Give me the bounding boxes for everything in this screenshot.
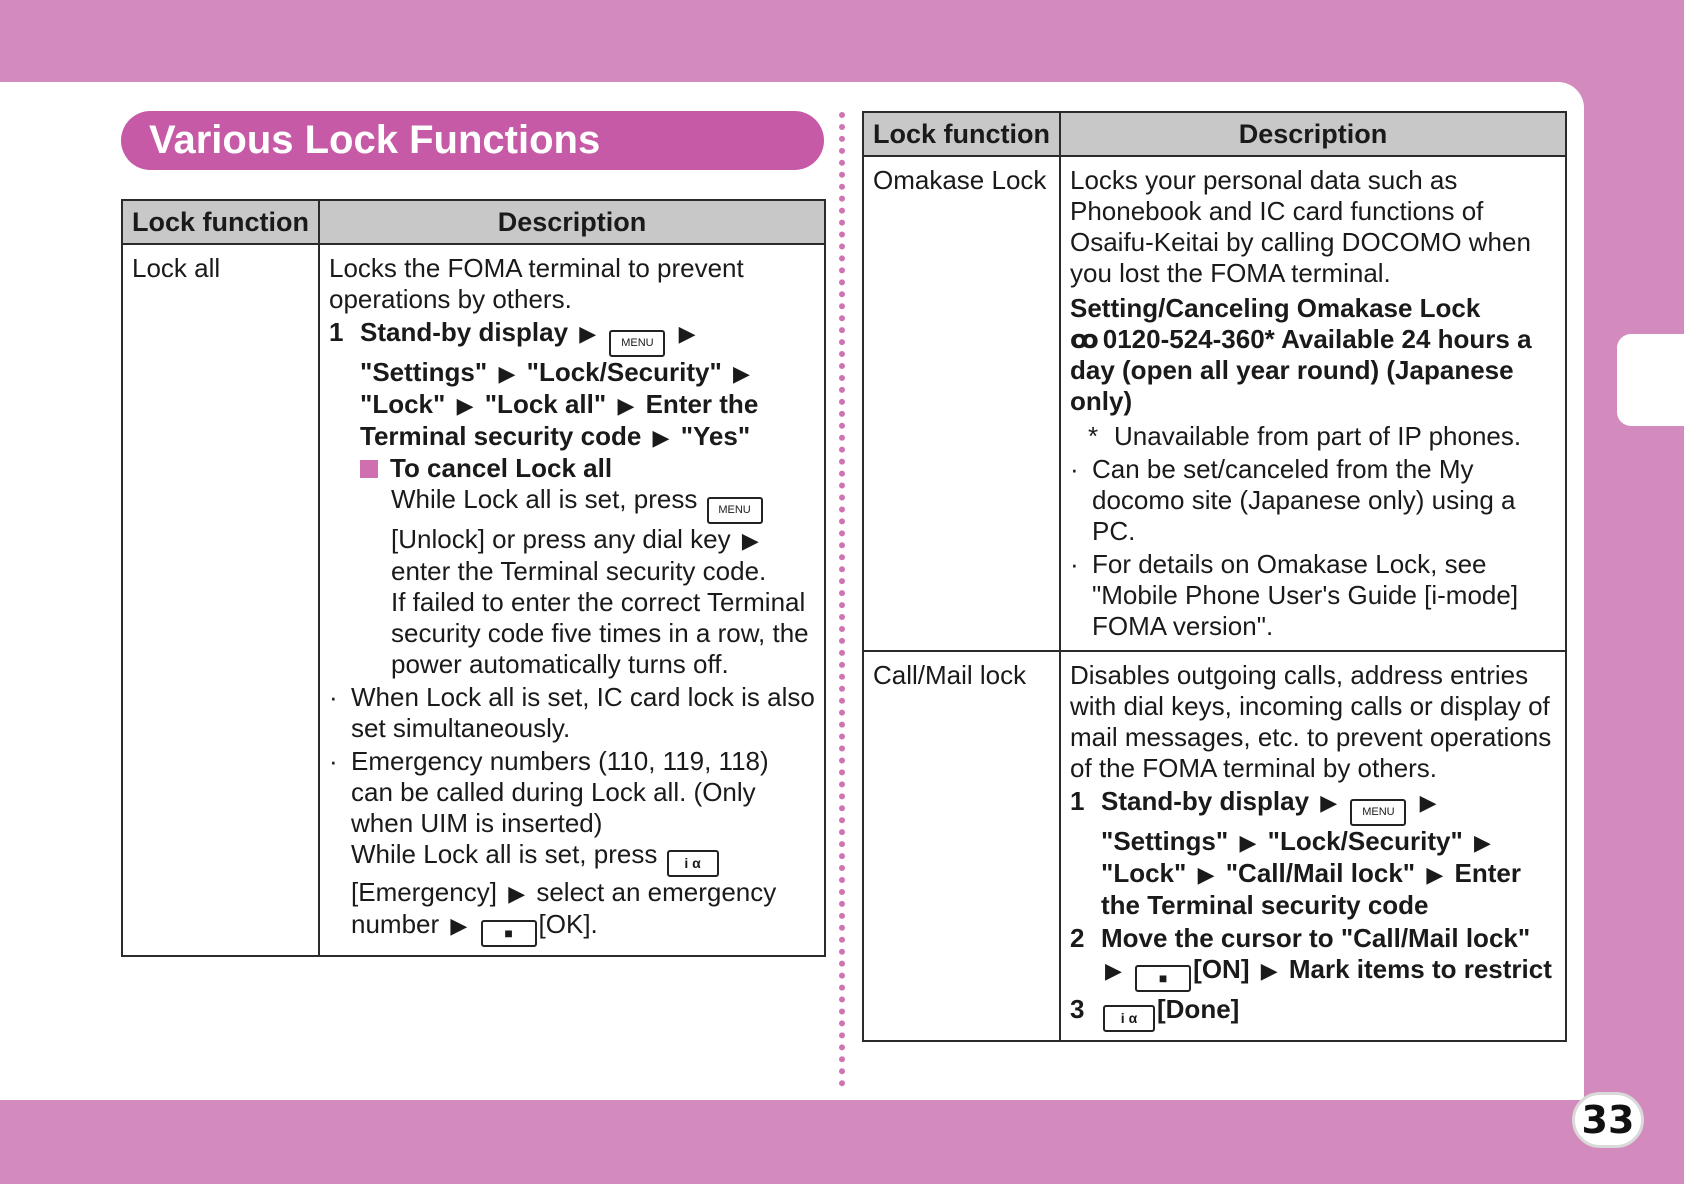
cancel-text: While Lock all is set, press (391, 484, 698, 514)
arrow-icon: ▶ (617, 393, 635, 418)
bullet-mark: · (329, 682, 338, 712)
arrow-icon: ▶ (1474, 830, 1491, 855)
center-key-icon: ■ (1135, 965, 1191, 992)
call-mail-step-1 (1070, 786, 1557, 921)
step-text: "Settings" (360, 357, 488, 387)
step-number: 1 (1070, 786, 1085, 816)
section-title: Various Lock Functions (121, 111, 824, 170)
cancel-instructions (391, 484, 816, 587)
square-bullet-icon (360, 460, 378, 478)
lock-all-intro: Locks the FOMA terminal to prevent operations by others. (329, 253, 744, 314)
step-text: [Done] (1157, 994, 1240, 1024)
emergency-text: [Emergency] (351, 877, 497, 907)
table-header-row (863, 112, 1566, 156)
omakase-note (1088, 421, 1557, 452)
lock-all-name: Lock all (122, 244, 319, 956)
step-text: Enter the Terminal security code (1101, 858, 1521, 920)
page-number: 33 (1572, 1092, 1644, 1148)
call-mail-description (1060, 651, 1566, 1041)
bullet-mark: · (1070, 454, 1079, 484)
step-text: "Settings" (1101, 826, 1229, 856)
step-text: Stand-by display (1101, 786, 1310, 816)
step-text: "Lock all" (484, 389, 607, 419)
bullet-text: Can be set/canceled from the My docomo site (Japanese only) using a PC. (1092, 454, 1516, 546)
arrow-icon: ▶ (652, 425, 670, 450)
arrow-icon: ▶ (1260, 958, 1278, 983)
arrow-icon: ▶ (1239, 830, 1257, 855)
call-mail-step-3 (1070, 994, 1557, 1032)
arrow-icon: ▶ (1197, 862, 1215, 887)
omakase-availability: Available 24 hours a day (open all year round) (Japanese only) (1070, 324, 1532, 416)
header-lock-function: Lock function (863, 112, 1060, 156)
step-text: [ON] (1193, 954, 1250, 984)
bullet-text: Emergency numbers (110, 119, 118) can be called during Lock all. (Only when UIM is inserted) (351, 746, 769, 838)
column-divider (839, 112, 845, 1087)
arrow-icon: ▶ (1419, 790, 1437, 815)
center-key-icon: ■ (481, 920, 537, 947)
arrow-icon: ▶ (498, 361, 516, 386)
lock-all-description (319, 244, 825, 956)
table-row (863, 651, 1566, 1041)
cancel-text: [Unlock] or press any dial key (391, 524, 731, 554)
call-mail-name: Call/Mail lock (863, 651, 1060, 1041)
step-number: 3 (1070, 994, 1085, 1024)
bullet-text: For details on Omakase Lock, see "Mobile Phone User's Guide [i-mode] FOMA version". (1092, 549, 1519, 641)
arrow-icon: ▶ (678, 321, 696, 346)
omakase-heading: Setting/Canceling Omakase Lock (1070, 293, 1481, 323)
call-mail-intro: Disables outgoing calls, address entries with dial keys, incoming calls or display of mail messages, etc. to prevent operations of the FOMA terminal by others. (1070, 660, 1552, 783)
step-text: Move the cursor to "Call/Mail lock" (1101, 923, 1531, 953)
emergency-text: While Lock all is set, press (351, 839, 658, 869)
bullet-mark: · (1070, 549, 1079, 579)
menu-key-icon: MENU (707, 497, 763, 524)
cancel-heading (360, 453, 816, 484)
side-index-tab (1617, 334, 1684, 426)
bullet-mark: · (329, 746, 338, 776)
step-number: 2 (1070, 923, 1085, 953)
omakase-contact (1070, 324, 1557, 417)
lock-table-left (121, 199, 826, 957)
table-row (863, 156, 1566, 651)
step-text: "Call/Mail lock" (1225, 858, 1416, 888)
arrow-icon: ▶ (1320, 790, 1338, 815)
arrow-icon: ▶ (508, 881, 526, 906)
arrow-icon: ▶ (1426, 862, 1444, 887)
cancel-heading-text: To cancel Lock all (390, 453, 613, 483)
step-text: "Yes" (680, 421, 751, 451)
arrow-icon: ▶ (741, 528, 759, 553)
arrow-icon: ▶ (456, 393, 474, 418)
emergency-text: [OK]. (538, 909, 598, 939)
bullet-text: When Lock all is set, IC card lock is also set simultaneously. (351, 682, 815, 743)
table-header-row (122, 200, 825, 244)
call-mail-step-2 (1070, 923, 1557, 992)
step-text: "Lock" (360, 389, 446, 419)
arrow-icon: ▶ (1105, 958, 1122, 983)
note-mark: * (1088, 421, 1099, 451)
step-text: Enter the Terminal security code (360, 389, 759, 451)
failed-note: If failed to enter the correct Terminal security code five times in a row, the power automatically turns off. (391, 587, 809, 679)
omakase-intro: Locks your personal data such as Phonebook and IC card functions of Osaifu-Keitai by calling DOCOMO when you lost the FOMA terminal. (1070, 165, 1531, 288)
header-description: Description (1060, 112, 1566, 156)
step-number: 1 (329, 317, 344, 347)
i-mode-key-icon: i α (1103, 1005, 1155, 1032)
arrow-icon: ▶ (733, 361, 750, 386)
lock-table-right (862, 111, 1567, 1042)
header-description: Description (319, 200, 825, 244)
note-text: Unavailable from part of IP phones. (1114, 421, 1522, 451)
lock-all-bullet-1 (329, 682, 816, 744)
free-dial-icon: ꝏ (1070, 324, 1097, 354)
i-mode-key-icon: i α (667, 850, 719, 877)
lock-all-step-1 (329, 317, 816, 453)
header-lock-function: Lock function (122, 200, 319, 244)
menu-key-icon: MENU (609, 330, 665, 357)
step-text: "Lock/Security" (526, 357, 722, 387)
cancel-text: enter the Terminal security code. (391, 556, 767, 586)
table-row (122, 244, 825, 956)
omakase-name: Omakase Lock (863, 156, 1060, 651)
arrow-icon: ▶ (579, 321, 597, 346)
arrow-icon: ▶ (450, 913, 468, 938)
step-text: "Lock" (1101, 858, 1187, 888)
omakase-bullet-2 (1070, 549, 1557, 642)
step-text: Stand-by display (360, 317, 569, 347)
step-text: Mark items to restrict (1288, 954, 1552, 984)
menu-key-icon: MENU (1350, 799, 1406, 826)
emergency-text: select an emergency number (351, 877, 777, 939)
omakase-bullet-1 (1070, 454, 1557, 547)
step-text: "Lock/Security" (1267, 826, 1463, 856)
lock-all-bullet-2 (329, 746, 816, 947)
omakase-description (1060, 156, 1566, 651)
omakase-phone: 0120-524-360* (1102, 324, 1275, 354)
